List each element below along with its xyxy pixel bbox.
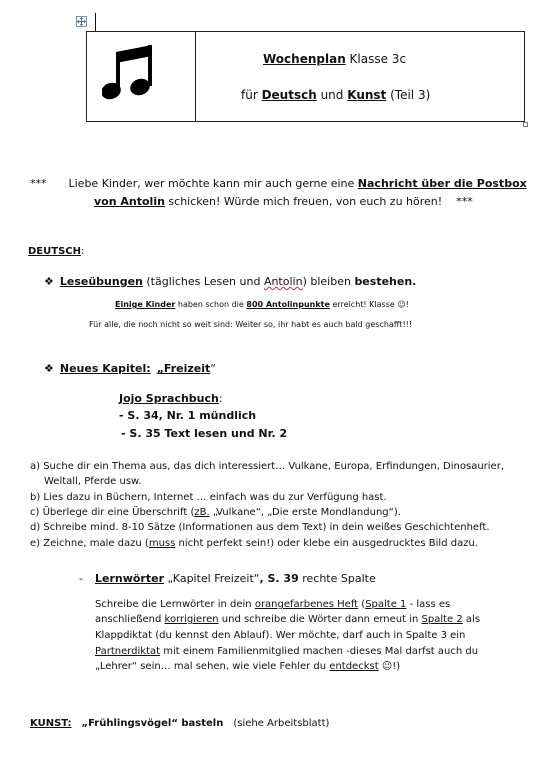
book-title	[119, 392, 223, 405]
p5-post: ☺!)	[378, 661, 401, 672]
book-line-2: - S. 35 Text lesen und Nr. 2	[121, 427, 288, 440]
p1-mid: (	[358, 599, 366, 610]
page-title	[263, 52, 406, 66]
notice-punkte: 800 Antolinpunkte	[246, 300, 330, 309]
lernwoerter-heading	[79, 572, 376, 585]
bullet-lesen-rest1: (tägliches Lesen und	[142, 275, 264, 288]
p4-post: mit einem Familienmitglied machen -dieses Mal darfst auch du	[160, 646, 479, 657]
kunst-line	[30, 718, 329, 729]
notice-line-1	[115, 300, 409, 309]
bullet-lesen-rest2: ) bleiben	[302, 275, 355, 288]
lernwoerter-dash: -	[79, 572, 83, 585]
bullet-kapitel-name: „Freizeit	[156, 362, 211, 375]
task-d: d) Schreibe mind. 8-10 Sätze (Informationen aus dem Text) in dein weißes Geschichtenheft.	[30, 522, 490, 533]
bullet-lesen	[44, 275, 416, 288]
notice-line-2: Für alle, die noch nicht so weit sind: Weiter so, ihr habt es auch bald geschafft!!!	[89, 320, 413, 329]
intro-text-after: schicken! Würde mich freuen, von euch zu hören!	[164, 195, 443, 208]
intro-text-before: Liebe Kinder, wer möchte kann mir auch gerne eine	[68, 177, 358, 190]
book-line-1: - S. 34, Nr. 1 mündlich	[119, 409, 257, 422]
task-e	[30, 538, 478, 549]
move-arrows-icon	[77, 17, 86, 26]
p2-post: als	[462, 614, 481, 625]
subject-suffix: (Teil 3)	[386, 88, 431, 102]
p1-pre: Schreibe die Lernwörter in dein	[95, 599, 255, 610]
intro-link-2: von Antolin	[94, 195, 165, 208]
subject-kunst: Kunst	[347, 88, 387, 102]
task-e-post: nicht perfekt sein!) oder klebe ein ausgedrucktes Bild dazu.	[175, 538, 478, 549]
text-cursor	[95, 13, 96, 32]
table-resize-handle[interactable]	[523, 122, 528, 127]
subject-und: und	[316, 88, 348, 102]
p4-diktat: Partnerdiktat	[95, 646, 161, 657]
task-c-post: „Vulkane“, „Die erste Mondlandung“).	[209, 507, 401, 518]
task-c	[30, 507, 401, 518]
bullet-lesen-end: bestehen.	[354, 275, 417, 288]
intro-line-1	[30, 177, 527, 190]
kunst-note: (siehe Arbeitsblatt)	[233, 718, 330, 729]
p2-korr: korrigieren	[164, 614, 219, 625]
title-rest: Klasse 3c	[345, 52, 407, 66]
task-e-muss: muss	[148, 538, 176, 549]
p5-pre: „Lehrer“ sein… mal sehen, wie viele Fehler du	[95, 661, 330, 672]
stars-left: ***	[30, 177, 47, 190]
task-e-pre: e) Zeichne, male dazu (	[30, 538, 149, 549]
lernwoerter-kapitel: „Kapitel Freizeit“	[164, 572, 260, 585]
task-b: b) Lies dazu in Büchern, Internet … einfach was du zur Verfügung hast.	[30, 492, 387, 503]
p1-spalte: Spalte 1	[365, 599, 407, 610]
lernwoerter-para-1	[95, 599, 450, 610]
lernwoerter-label: Lernwörter	[94, 572, 164, 585]
diamond-bullet-icon: ❖	[44, 275, 54, 288]
table-move-handle[interactable]	[76, 16, 87, 27]
bullet-kapitel-close: “	[210, 362, 216, 375]
notice-end: erreicht! Klasse ☺!	[329, 300, 409, 309]
book-title-colon: :	[218, 392, 223, 405]
notice-kinder: Einige Kinder	[115, 300, 176, 309]
stars-right: ***	[456, 195, 473, 208]
deutsch-heading-text: DEUTSCH	[28, 246, 81, 257]
p1-post: - lass es	[406, 599, 451, 610]
subject-prefix: für	[241, 88, 262, 102]
lernwoerter-para-5	[95, 661, 400, 672]
task-a-line-2: Weltall, Pferde usw.	[44, 476, 142, 487]
lernwoerter-para-3: Klappdiktat (du kennst den Ablauf). Wer möchte, darf auch in Spalte 3 ein	[95, 630, 466, 641]
lernwoerter-rest: rechte Spalte	[298, 572, 376, 585]
p2-pre: anschließend	[95, 614, 165, 625]
music-note-icon	[102, 42, 158, 106]
header-table-divider	[195, 31, 196, 122]
bullet-kapitel-lead: Neues Kapitel:	[59, 362, 151, 375]
intro-line-2	[94, 195, 473, 208]
p2-spalte: Spalte 2	[421, 614, 463, 625]
kunst-heading: KUNST:	[30, 718, 72, 729]
deutsch-heading-colon: :	[80, 246, 85, 257]
subject-deutsch: Deutsch	[261, 88, 317, 102]
task-a-line-1: a) Suche dir ein Thema aus, das dich interessiert… Vulkane, Europa, Erfindungen, Dinosaurier,	[30, 461, 504, 472]
lernwoerter-para-4	[95, 646, 478, 657]
lernwoerter-para-2	[95, 614, 480, 625]
diamond-bullet-icon: ❖	[44, 362, 54, 375]
p5-ent: entdeckst	[329, 661, 379, 672]
task-c-pre: c) Überlege dir eine Überschrift (	[30, 507, 195, 518]
kunst-task: „Frühlingsvögel“ basteln	[81, 718, 224, 729]
page-subtitle	[241, 88, 430, 102]
title-bold: Wochenplan	[263, 52, 346, 66]
p1-heft: orangefarbenes Heft	[254, 599, 359, 610]
task-c-zb: zB.	[194, 507, 210, 518]
bullet-lesen-antolin: Antolin	[263, 275, 303, 288]
bullet-lesen-lead: Leseübungen	[59, 275, 143, 288]
p2-mid: und schreibe die Wörter dann erneut in	[218, 614, 422, 625]
deutsch-heading	[28, 246, 84, 257]
bullet-kapitel	[44, 362, 216, 375]
lernwoerter-page: , S. 39	[259, 572, 299, 585]
book-title-text: Jojo Sprachbuch	[119, 392, 219, 405]
notice-mid: haben schon die	[175, 300, 247, 309]
intro-link-1: Nachricht über die Postbox	[357, 177, 527, 190]
